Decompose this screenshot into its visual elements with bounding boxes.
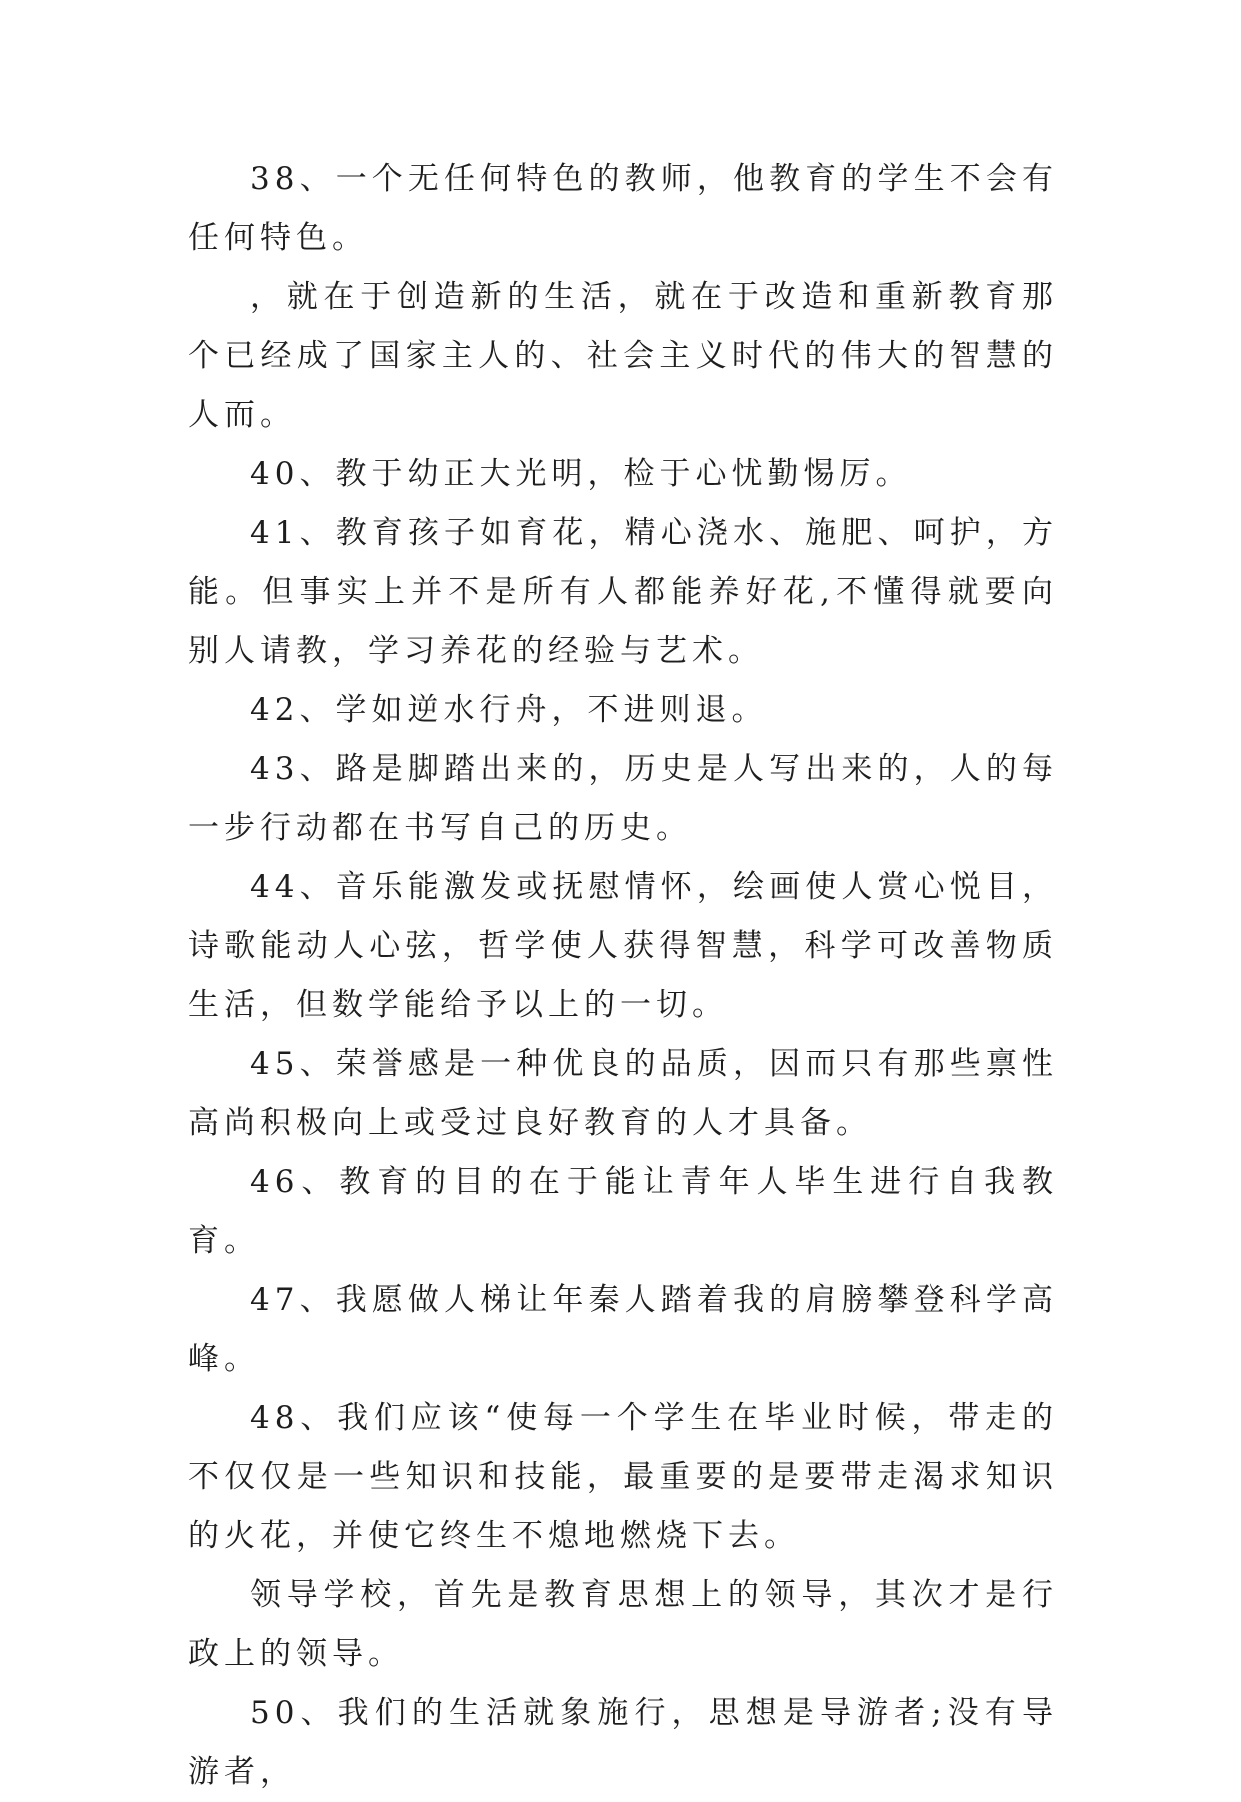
- document-page: [188, 150, 1058, 1802]
- paragraph-46: 46、教育的目的在于能让青年人毕生进行自我教育。: [188, 1164, 1058, 1259]
- paragraph-41: 41、教育孩子如育花，精心浇水、施肥、呵护，方能。但事实上并不是所有人都能养好花,不懂得就要向别人请教，学习养花的经验与艺术。: [188, 515, 1058, 669]
- paragraph-47: 47、我愿做人梯让年秦人踏着我的肩膀攀登科学高峰。: [188, 1282, 1058, 1377]
- paragraph-49: 领导学校，首先是教育思想上的领导，其次才是行政上的领导。: [188, 1577, 1058, 1672]
- paragraph-38: 38、一个无任何特色的教师，他教育的学生不会有任何特色。: [188, 161, 1058, 256]
- paragraph-40: 40、教于幼正大光明，检于心忧勤惕厉。: [250, 456, 912, 492]
- paragraph-50: 50、我们的生活就象施行，思想是导游者;没有导游者，: [188, 1695, 1058, 1790]
- paragraph-48: 48、我们应该“使每一个学生在毕业时候，带走的不仅仅是一些知识和技能，最重要的是要带走渴求知识的火花，并使它终生不熄地燃烧下去。: [188, 1400, 1058, 1554]
- paragraph-44: 44、音乐能激发或抚慰情怀，绘画使人赏心悦目，诗歌能动人心弦，哲学使人获得智慧，科学可改善物质生活，但数学能给予以上的一切。: [188, 869, 1058, 1023]
- paragraph-42: 42、学如逆水行舟，不进则退。: [250, 692, 768, 728]
- paragraph-39: ，就在于创造新的生活，就在于改造和重新教育那个已经成了国家主人的、社会主义时代的伟大的智慧的人而。: [188, 279, 1058, 433]
- paragraph-43: 43、路是脚踏出来的，历史是人写出来的，人的每一步行动都在书写自己的历史。: [188, 751, 1058, 846]
- paragraph-45: 45、荣誉感是一种优良的品质，因而只有那些禀性高尚积极向上或受过良好教育的人才具备。: [188, 1046, 1058, 1141]
